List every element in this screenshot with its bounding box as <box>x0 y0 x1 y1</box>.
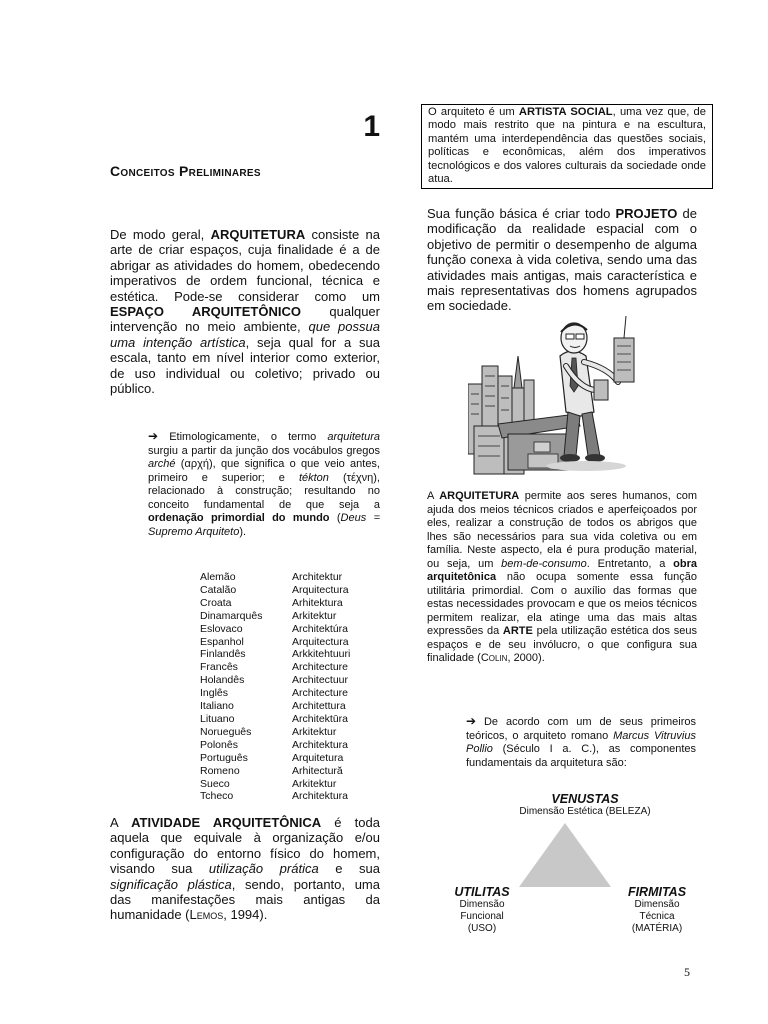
language-word: Arkkitehtuuri <box>292 648 351 661</box>
vitruvius-note: ➔ De acordo com um de seus primeiros teóricos, o arquiteto romano Marcus Vitruvius Pollio (Século I a. C.), as componentes fundamentais da arquitetura são: <box>466 714 696 769</box>
language-row <box>200 636 350 649</box>
language-word: Architektūra <box>292 712 349 725</box>
language-name: Dinamarquês <box>200 609 263 622</box>
language-word: Architecture <box>292 661 349 674</box>
language-word: Architektura <box>292 790 349 803</box>
language-name: Eslovaco <box>200 622 243 635</box>
triad-triangle <box>519 823 611 887</box>
arrow-right-icon: ➔ <box>148 429 159 443</box>
language-name: Croata <box>200 596 232 609</box>
language-word: Architectuur <box>292 674 349 687</box>
chapter-number: 1 <box>363 110 380 143</box>
language-row <box>200 610 350 623</box>
language-row <box>200 597 350 610</box>
language-name: Polonês <box>200 738 238 751</box>
paragraph-arquitetura-arte: A ARQUITETURA permite aos seres humanos, com ajuda dos meios técnicos criados e aperfeiçoados por eles, realizar a construção de todos os abrigos que lhes são necessários para sua vida coletiva ou em família. Neste aspecto, ela é pura produção material, ou seja, um bem-de-consumo. Entretanto, a obra arquitetônica não ocupa somente essa função utilitária primordial. Com o auxílio das formas que estas necessidades provocam e que os meios técnicos permitem realizar, ela atinge uma das mais altas expressões da ARTE pela utilização estética dos seus espaços e de seu invólucro, o que configura sua finalidade (Colin, 2000). <box>427 490 698 664</box>
triad-firmitas: FIRMITAS Dimensão Técnica (MATÉRIA) <box>612 885 702 935</box>
venustas-desc: Dimensão Estética (BELEZA) <box>519 806 651 817</box>
languages-table <box>200 571 350 803</box>
language-word: Arkitektur <box>292 609 337 622</box>
language-row <box>200 661 350 674</box>
firmitas-label: FIRMITAS <box>627 885 687 899</box>
language-name: Português <box>200 751 248 764</box>
language-row <box>200 687 350 700</box>
utilitas-label: UTILITAS <box>454 885 510 899</box>
language-row <box>200 790 350 803</box>
language-name: Romeno <box>200 764 240 777</box>
language-name: Norueguês <box>200 725 252 738</box>
triad-venustas <box>480 792 690 818</box>
etymology-note: ➔ Etimologicamente, o termo arquitetura surgiu a partir da junção dos vocábulos gregos arché (αρχή), que significa o que veio antes, primeiro e superior; e tékton (τέχνη), relacionado à construção; resultando no conceito fundamental de que seja a ordenação primordial do mundo (Deus = Supremo Arquiteto). <box>148 429 380 538</box>
language-row <box>200 739 350 752</box>
language-name: Francês <box>200 661 238 674</box>
paragraph-definition: De modo geral, ARQUITETURA consiste na arte de criar espaços, cuja finalidade é a de abrigar as atividades do homem, obedecendo imperativos de ordem funcional, técnica e estética. Pode-se considerar como um ESPAÇO ARQUITETÔNICO qualquer intervenção no meio ambiente, que possua uma intenção artística, seja qual for a sua escala, tanto em nível interior como exterior, de uso individual ou coletivo; privado ou público. <box>110 227 380 397</box>
language-row <box>200 700 350 713</box>
language-name: Finlandês <box>200 648 246 661</box>
language-row <box>200 674 350 687</box>
arrow-right-icon: ➔ <box>466 714 477 728</box>
language-word: Architektura <box>292 738 349 751</box>
language-word: Arkitektur <box>292 777 337 790</box>
language-name: Alemão <box>200 571 236 583</box>
language-name: Holandês <box>200 674 245 687</box>
language-name: Lituano <box>200 712 235 725</box>
language-word: Arquitectura <box>292 583 349 596</box>
language-word: Arquitetura <box>292 751 344 764</box>
artista-social-box: O arquiteto é um ARTISTA SOCIAL, uma vez que, de modo mais restrito que na pintura e na escultura, mantém uma interdependência das questões sociais, políticas e econômicas, além dos imperativos tecnológicos e dos valores culturais da sociedade onde atua. <box>421 104 713 189</box>
language-row <box>200 623 350 636</box>
page-number: 5 <box>684 965 690 979</box>
language-word: Arkitektur <box>292 725 337 738</box>
language-word: Architektur <box>292 571 343 583</box>
language-word: Architektúra <box>292 622 349 635</box>
paragraph-atividade: A ATIVIDADE ARQUITETÔNICA é toda aquela que equivale à organização e/ou configuração do entorno físico do homem, visando sua utilização prática e sua significação plástica, sendo, portanto, uma das manifestações mais antigas da humanidade (Lemos, 1994). <box>110 815 381 923</box>
language-name: Inglês <box>200 687 229 700</box>
language-row <box>200 752 350 765</box>
chapter-title: Conceitos Preliminares <box>110 163 261 179</box>
language-word: Architecture <box>292 687 349 700</box>
language-row <box>200 726 350 739</box>
language-name: Sueco <box>200 777 230 790</box>
triad-utilitas: UTILITAS Dimensão Funcional (USO) <box>440 885 524 935</box>
language-row <box>200 778 350 791</box>
language-row <box>200 765 350 778</box>
language-row <box>200 648 350 661</box>
language-row <box>200 584 350 597</box>
language-word: Architettura <box>292 700 346 713</box>
language-name: Espanhol <box>200 635 244 648</box>
architect-illustration <box>468 316 668 476</box>
language-word: Arhitectură <box>292 764 343 777</box>
language-name: Tcheco <box>200 790 234 803</box>
venustas-label: VENUSTAS <box>551 792 619 806</box>
paragraph-funcao: Sua função básica é criar todo PROJETO de modificação da realidade espacial com o objetivo de permitir o desempenho de alguma função conexa à vida coletiva, sendo uma das atividades mais antigas, mais característica e mais representativas dos homens agrupados em sociedade. <box>427 206 697 314</box>
language-word: Arquitectura <box>292 635 349 648</box>
language-word: Arhitektura <box>292 596 343 609</box>
language-row <box>200 713 350 726</box>
language-row <box>200 571 350 584</box>
language-name: Italiano <box>200 700 234 713</box>
language-name: Catalão <box>200 583 237 596</box>
